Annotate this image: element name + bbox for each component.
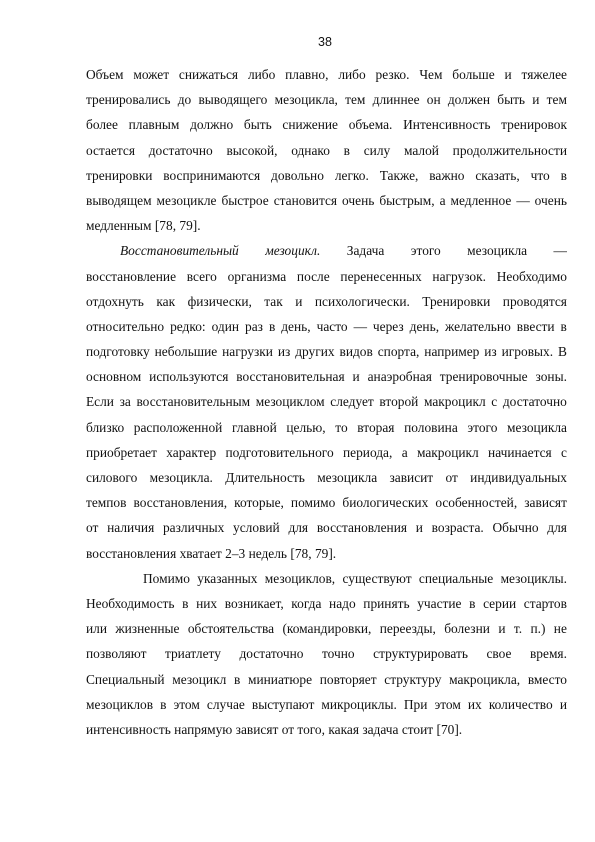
word: более <box>86 117 118 133</box>
word: силу <box>363 142 391 158</box>
word: этом <box>173 696 200 712</box>
word: для <box>547 520 567 536</box>
word: зависят <box>524 495 567 511</box>
word: объема. <box>348 117 393 133</box>
word: отдохнуть <box>86 293 144 309</box>
word: восстановления <box>316 520 408 536</box>
word: вторая <box>357 419 395 435</box>
word: макроцикл <box>416 444 479 460</box>
word: длиннее <box>372 92 420 108</box>
text-line <box>86 289 567 314</box>
word: в <box>560 167 567 183</box>
word: возникает, <box>224 595 284 611</box>
word: зависят <box>235 721 282 737</box>
word: физически, <box>187 293 252 309</box>
word: макроцикла, <box>449 671 521 687</box>
word: день, <box>409 318 440 334</box>
word: медленным <box>86 218 155 234</box>
text-line <box>86 339 567 364</box>
word: позволяют <box>86 646 147 662</box>
word: в <box>182 595 189 611</box>
word: сказать, <box>475 167 520 183</box>
text-line <box>86 62 567 87</box>
text-line <box>86 87 567 112</box>
word: следует <box>330 394 374 410</box>
word: мезоцикла <box>507 419 567 435</box>
word: мезоцикла. <box>149 470 213 485</box>
word: он <box>426 92 441 108</box>
word: помимо <box>290 495 336 511</box>
word: и <box>498 621 506 637</box>
word: начинается <box>488 444 552 460</box>
word: мезоциклом <box>255 394 325 410</box>
word: — <box>516 192 530 208</box>
word: резко. <box>375 67 410 82</box>
word: игровых. <box>501 344 554 360</box>
word: тяжелее <box>521 67 567 82</box>
word: специальные <box>418 570 494 586</box>
word: которые, <box>234 495 284 511</box>
word: силового <box>86 470 138 485</box>
word: переезды, <box>379 621 436 637</box>
text-line <box>86 389 567 414</box>
word: однако <box>291 142 330 158</box>
word: и <box>295 293 303 309</box>
word: тренировки <box>86 167 153 183</box>
word: мезоцикла <box>467 243 528 259</box>
text-line <box>86 188 567 213</box>
word: очень <box>342 192 375 208</box>
word: в <box>160 696 167 712</box>
word: подготовительного <box>225 444 334 460</box>
word: выводящем <box>86 192 152 208</box>
word: подготовку <box>86 344 150 360</box>
word: этого <box>410 243 441 259</box>
word: них <box>196 595 218 611</box>
word: выступают <box>251 696 315 712</box>
text-line <box>86 591 567 616</box>
word: редко: <box>170 318 206 334</box>
word: быстрым, <box>379 192 435 208</box>
word: мезоцикла, <box>274 92 338 108</box>
word: наличия <box>107 520 155 536</box>
word: При <box>403 696 428 712</box>
word: условий <box>233 520 280 536</box>
word: второй <box>379 394 419 410</box>
word: тренировались <box>86 92 171 108</box>
text-line <box>86 163 567 188</box>
word: мезоциклов <box>86 696 154 712</box>
word: воспринимаются <box>163 167 261 183</box>
word: важно <box>429 167 465 183</box>
word: в <box>469 595 476 611</box>
word: макроцикл <box>423 394 486 410</box>
word: с <box>561 444 567 460</box>
text-line <box>86 566 567 591</box>
word: как <box>156 293 176 309</box>
word: точно <box>322 646 355 662</box>
word: расположенной <box>133 419 223 435</box>
word: всего <box>186 268 217 284</box>
word: тренировок <box>501 117 567 133</box>
word: Объем <box>86 67 124 82</box>
word: то <box>335 419 348 435</box>
word: серии <box>483 595 517 611</box>
word: надо <box>329 595 356 611</box>
word: Интенсивность <box>403 117 491 133</box>
word: Если <box>86 394 114 410</box>
word: организма <box>227 268 287 284</box>
word: раз <box>245 318 263 334</box>
text-line <box>86 112 567 137</box>
word: структуру <box>384 671 442 687</box>
word: спорта, <box>377 344 420 360</box>
word: п.) <box>530 621 546 637</box>
word: в <box>268 318 276 334</box>
word: участие <box>417 595 462 611</box>
text-line <box>86 641 567 666</box>
word: повторяет <box>319 671 377 687</box>
word: становится <box>273 192 338 208</box>
word: 2–3 <box>225 545 249 561</box>
word: зоны. <box>535 369 567 385</box>
word: Необходимость <box>86 595 175 611</box>
word: стоит <box>401 721 437 737</box>
word: быстрое <box>221 192 269 208</box>
word: день, <box>281 318 311 334</box>
word: недель <box>248 545 291 561</box>
word: остается <box>86 142 135 158</box>
text-line <box>86 490 567 515</box>
word: ввести <box>516 318 555 334</box>
word: тренировочные <box>439 369 528 385</box>
word: целью, <box>286 419 326 435</box>
word: и <box>415 520 423 536</box>
word: хватает <box>179 545 226 561</box>
word: а <box>439 192 446 208</box>
word: плавно, <box>285 67 329 82</box>
word: перенесенных <box>340 268 422 284</box>
word: Обычно <box>492 520 539 536</box>
word: Чем <box>419 67 443 82</box>
word: Задача <box>346 243 385 259</box>
text-line <box>86 616 567 641</box>
word: снижение <box>282 117 338 133</box>
word: в <box>233 671 241 687</box>
word: половина <box>404 419 458 435</box>
word: может <box>133 67 170 82</box>
word: триатлету <box>164 646 221 662</box>
word: малой <box>403 142 439 158</box>
word: указанных <box>197 570 258 586</box>
word: достаточно <box>148 142 213 158</box>
text-line <box>86 541 567 566</box>
word: должно <box>190 117 234 133</box>
word: от <box>281 721 298 737</box>
word: 79]. <box>314 545 337 561</box>
word: главной <box>231 419 277 435</box>
word: и <box>352 369 360 385</box>
word: больше <box>452 67 495 82</box>
word: характер <box>166 444 217 460</box>
word: мезоцикл <box>172 671 227 687</box>
word: или <box>86 621 108 637</box>
text-line <box>86 440 567 465</box>
word: из <box>277 344 291 360</box>
word: через <box>372 318 404 334</box>
word: с <box>491 394 498 410</box>
text-line <box>86 314 567 339</box>
word: высокой, <box>226 142 278 158</box>
word: для <box>288 520 309 536</box>
word: — <box>553 243 567 259</box>
word: В <box>557 344 567 360</box>
word: различных <box>162 520 225 536</box>
word: особенностей, <box>435 495 518 511</box>
word: продолжительности <box>452 142 567 158</box>
paragraph <box>86 62 567 238</box>
word: зависит <box>389 470 434 485</box>
word: нагрузок. <box>432 268 486 284</box>
word: принять <box>363 595 410 611</box>
word: этого <box>467 419 498 435</box>
word: структурировать <box>373 646 468 662</box>
word: напрямую <box>174 721 236 737</box>
word: от <box>445 470 458 485</box>
word: (командировки, <box>282 621 372 637</box>
text-line <box>86 264 567 289</box>
word: жизненные <box>115 621 180 637</box>
word: обстоятельства <box>187 621 275 637</box>
word: анаэробная <box>367 369 432 385</box>
italic-heading-word: Восстановительный <box>120 243 239 259</box>
text-line <box>86 465 567 490</box>
word: за <box>119 394 131 410</box>
word: восстановление <box>86 268 177 284</box>
word: — <box>353 318 367 334</box>
word: используются <box>149 369 229 385</box>
word: какая <box>328 721 363 737</box>
word: мезоциклов, <box>264 570 336 586</box>
word: довольно <box>271 167 324 183</box>
paragraph <box>86 566 567 742</box>
paragraph <box>86 238 567 565</box>
word: восстановительным <box>136 394 251 410</box>
word: от <box>86 520 99 536</box>
text-line <box>86 213 567 238</box>
word: либо <box>247 67 276 82</box>
word: их <box>467 696 482 712</box>
word: темпов <box>86 495 127 511</box>
word: восстановления <box>86 545 180 561</box>
text-line <box>86 667 567 692</box>
word: мезоцикла <box>317 470 378 485</box>
word: либо <box>338 67 366 82</box>
word: миниатюре <box>247 671 313 687</box>
text-line <box>86 138 567 163</box>
word: плавным <box>128 117 180 133</box>
word: восстановительная <box>236 369 345 385</box>
word: из <box>484 344 497 360</box>
italic-heading-word: мезоцикл. <box>265 243 321 259</box>
word: нагрузки <box>222 344 273 360</box>
word: задача <box>362 721 402 737</box>
word: и <box>559 696 567 712</box>
page-number: 38 <box>318 35 332 49</box>
word: быть <box>497 92 526 108</box>
word: Тренировки <box>422 293 491 309</box>
word: тем <box>546 92 567 108</box>
word: проводятся <box>502 293 567 309</box>
word: случае <box>206 696 245 712</box>
word: основном <box>86 369 142 385</box>
word: относительно <box>86 318 165 334</box>
word: в <box>343 142 350 158</box>
text-line <box>86 415 567 440</box>
word: что <box>530 167 550 183</box>
word: достаточно <box>502 394 567 410</box>
word: болезни <box>444 621 490 637</box>
word: периода, <box>342 444 393 460</box>
word: когда <box>291 595 322 611</box>
word: очень <box>534 192 567 208</box>
text-line <box>86 717 567 742</box>
word: индивидуальных <box>470 470 567 485</box>
word: достаточно <box>239 646 304 662</box>
word: приобретает <box>86 444 157 460</box>
word: небольшие <box>154 344 218 360</box>
word: видов <box>339 344 373 360</box>
word: интенсивность <box>86 721 175 737</box>
word: тем <box>345 92 366 108</box>
word: мезоциклы. <box>500 570 567 586</box>
word: стартов <box>523 595 567 611</box>
word: например <box>424 344 480 360</box>
word: и <box>504 67 512 82</box>
word: быть <box>243 117 272 133</box>
word: в <box>560 318 567 334</box>
word: вместо <box>527 671 567 687</box>
word: так <box>264 293 283 309</box>
word: психологически. <box>314 293 410 309</box>
word: того, <box>297 721 329 737</box>
word: других <box>295 344 335 360</box>
word: Специальный <box>86 671 165 687</box>
word: восстановления, <box>133 495 228 511</box>
word: [70]. <box>436 721 463 737</box>
word: часто <box>316 318 348 334</box>
word: близко <box>86 419 125 435</box>
word: Также, <box>379 167 419 183</box>
word: существуют <box>342 570 412 586</box>
word: [78, <box>290 545 315 561</box>
word: микроциклы. <box>321 696 397 712</box>
body-text <box>86 62 567 742</box>
word: [78, <box>154 218 180 234</box>
word: время. <box>529 646 567 662</box>
word: этом <box>434 696 461 712</box>
word: мезоцикле <box>156 192 217 208</box>
word: Длительность <box>225 470 305 485</box>
word: 79]. <box>179 218 201 234</box>
word: желательно <box>445 318 511 334</box>
text-line <box>86 238 567 263</box>
word: свое <box>486 646 512 662</box>
word: легко. <box>334 167 369 183</box>
word: один <box>211 318 240 334</box>
word: количество <box>488 696 553 712</box>
word: до <box>177 92 192 108</box>
word: Помимо <box>143 570 190 586</box>
word: медленное <box>450 192 512 208</box>
word: Необходимо <box>496 268 567 284</box>
text-line <box>86 692 567 717</box>
word: должен <box>447 92 491 108</box>
text-line <box>86 364 567 389</box>
word: т. <box>513 621 523 637</box>
word: снижаться <box>178 67 239 82</box>
word: не <box>553 621 567 637</box>
word: биологических <box>342 495 429 511</box>
word: а <box>401 444 408 460</box>
word: после <box>296 268 330 284</box>
word: выводящего <box>198 92 268 108</box>
text-line <box>86 515 567 540</box>
word: и <box>532 92 540 108</box>
word: возраста. <box>431 520 484 536</box>
